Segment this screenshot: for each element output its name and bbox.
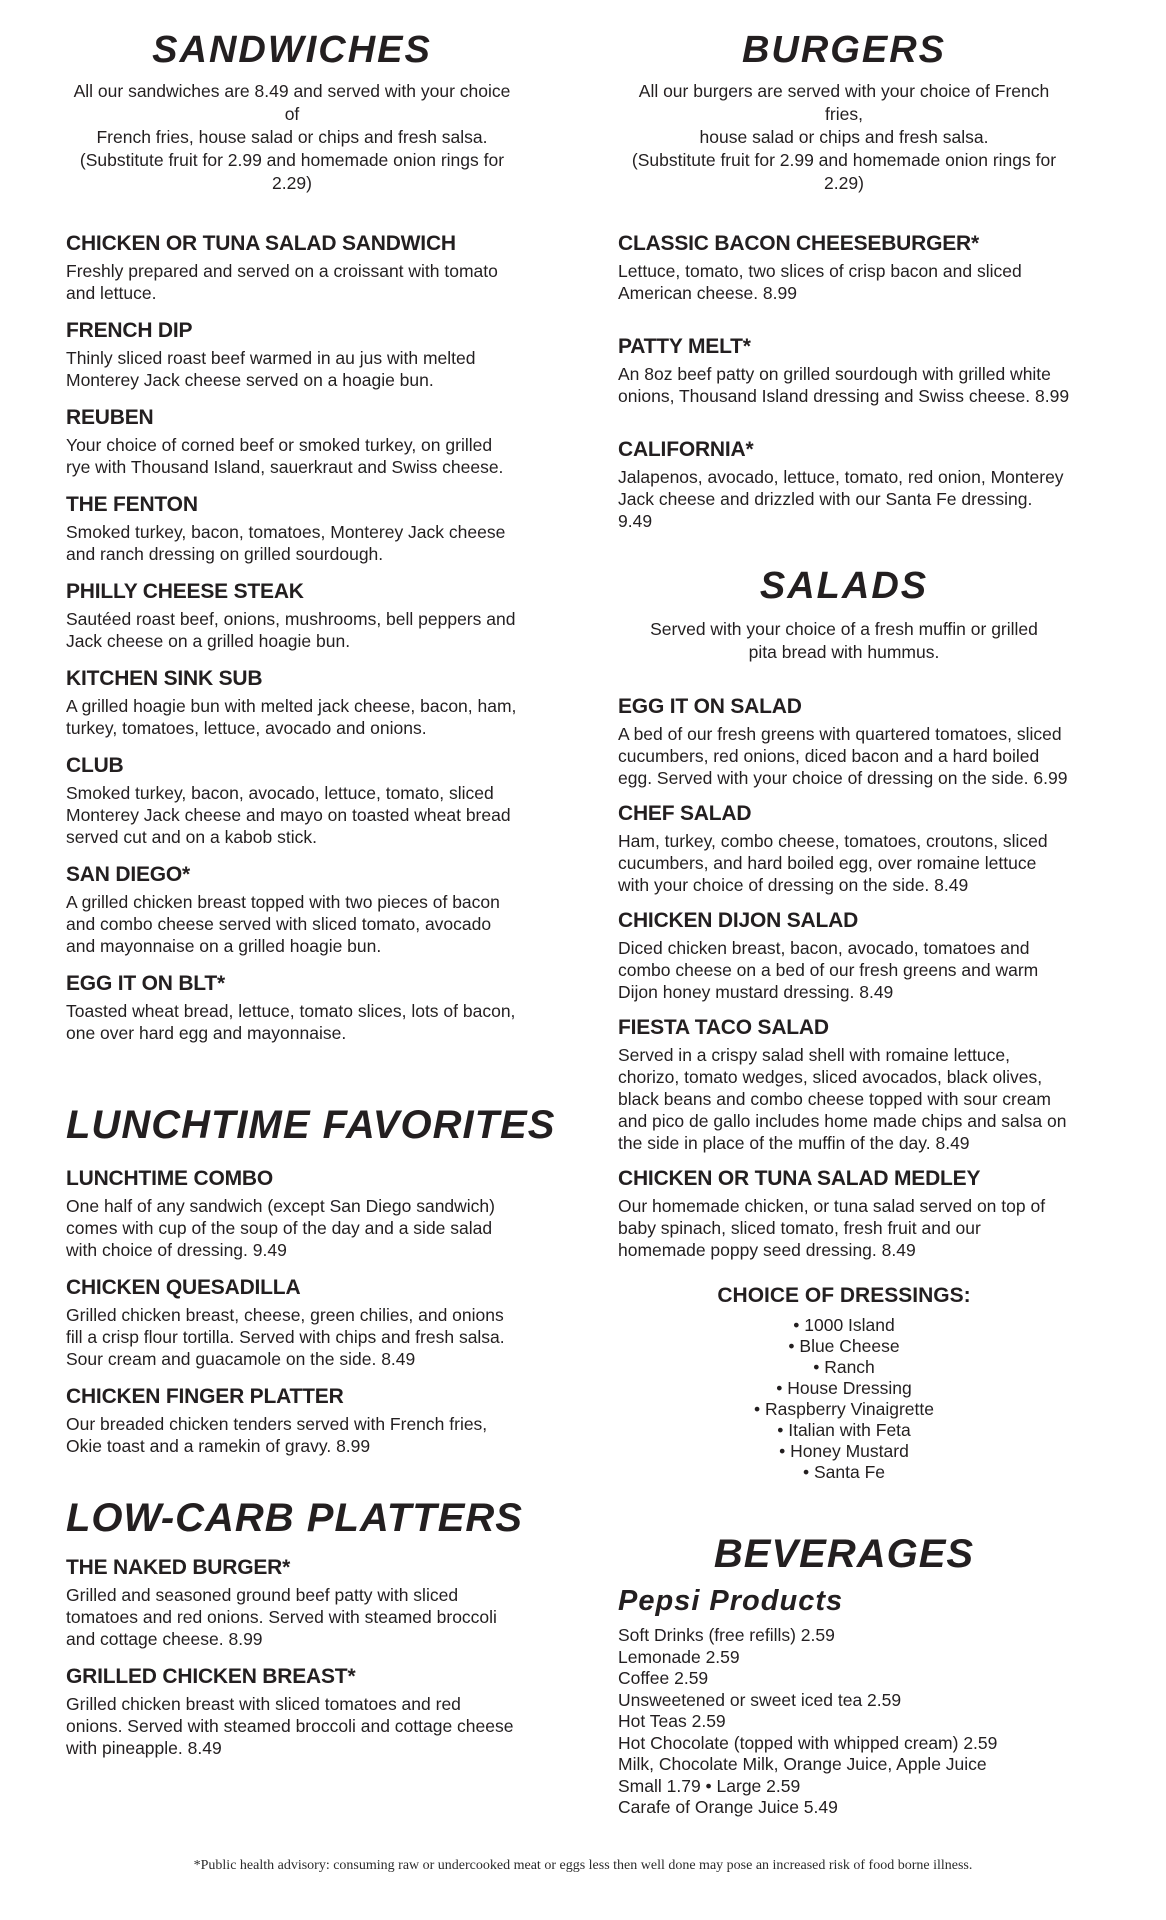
item-desc: Grilled chicken breast, cheese, green chilies, and onions fill a crisp flour tortilla. Served with chips and fresh salsa. Sour cream and guacamole on the side. 8.49: [66, 1305, 505, 1369]
dressings-list: [618, 1315, 1070, 1483]
item-name: FIESTA TACO SALAD: [618, 1016, 829, 1039]
sandwiches-intro-line: French fries, house salad or chips and fresh salsa.: [96, 127, 488, 147]
item-egg-it-on-salad: [618, 694, 1070, 789]
item-desc: Ham, turkey, combo cheese, tomatoes, croutons, sliced cucumbers, and hard boiled egg, over romaine lettuce with your choice of dressing on the side. 8.49: [618, 831, 1048, 895]
item-chef-salad: [618, 801, 1070, 896]
burgers-intro-line: All our burgers are served with your choice of French fries,: [638, 81, 1050, 124]
item-desc: Grilled chicken breast with sliced tomatoes and red onions. Served with steamed broccoli and cottage cheese with pineapple. 8.49: [66, 1694, 514, 1758]
item-desc: Smoked turkey, bacon, tomatoes, Monterey Jack cheese and ranch dressing on grilled sourdough.: [66, 522, 506, 564]
item-desc: Smoked turkey, bacon, avocado, lettuce, tomato, sliced Monterey Jack cheese and mayo on toasted wheat bread served cut and on a kabob stick.: [66, 783, 511, 847]
item-desc: Jalapenos, avocado, lettuce, tomato, red onion, Monterey Jack cheese and drizzled with our Santa Fe dressing. 9.49: [618, 467, 1064, 531]
section-title-beverages: BEVERAGES: [713, 1532, 975, 1576]
item-name: EGG IT ON SALAD: [618, 695, 802, 718]
item-chicken-quesadilla: [66, 1275, 518, 1370]
item-desc: Toasted wheat bread, lettuce, tomato slices, lots of bacon, one over hard egg and mayonnaise.: [66, 1001, 516, 1043]
burgers-intro: [618, 80, 1070, 195]
section-title-burgers: BURGERS: [741, 29, 947, 71]
beverage-line: Hot Chocolate (topped with whipped cream) 2.59: [618, 1732, 998, 1753]
salads-intro: [618, 618, 1070, 664]
dressing-option: • Italian with Feta: [618, 1420, 1070, 1441]
item-lunchtime-combo: [66, 1166, 518, 1261]
right-column: [618, 26, 1070, 1819]
item-name: THE NAKED BURGER*: [66, 1556, 291, 1579]
beverage-line: Hot Teas 2.59: [618, 1711, 726, 1731]
item-desc: An 8oz beef patty on grilled sourdough with grilled white onions, Thousand Island dressing and Swiss cheese. 8.99: [618, 364, 1070, 406]
item-name: FRENCH DIP: [66, 319, 193, 342]
item-kitchen-sink-sub: [66, 666, 518, 739]
item-desc: A grilled chicken breast topped with two pieces of bacon and combo cheese served with sliced tomato, avocado and mayonnaise on a grilled hoagie bun.: [66, 892, 500, 956]
section-title-sandwiches: SANDWICHES: [152, 29, 432, 71]
beverages-subtitle: Pepsi Products: [618, 1585, 844, 1617]
item-desc: A bed of our fresh greens with quartered tomatoes, sliced cucumbers, red onions, diced bacon and a hard boiled egg. Served with your choice of dressing on the side. 6.99: [618, 724, 1068, 788]
item-the-naked-burger: [66, 1555, 518, 1650]
item-desc: A grilled hoagie bun with melted jack cheese, bacon, ham, turkey, tomatoes, lettuce, avocado and onions.: [66, 696, 517, 738]
left-column: [66, 26, 556, 1773]
item-french-dip: [66, 318, 518, 391]
item-desc: One half of any sandwich (except San Diego sandwich) comes with cup of the soup of the day and a side salad with choice of dressing. 9.49: [66, 1196, 495, 1260]
item-chicken-or-tuna-salad-medley: [618, 1166, 1070, 1261]
sandwiches-intro-line: All our sandwiches are 8.49 and served with your choice of: [73, 81, 511, 124]
item-name: REUBEN: [66, 406, 154, 429]
item-egg-it-on-blt: [66, 971, 518, 1044]
beverage-line: Unsweetened or sweet iced tea 2.59: [618, 1689, 902, 1710]
item-desc: Thinly sliced roast beef warmed in au jus with melted Monterey Jack cheese served on a hoagie bun.: [66, 348, 476, 390]
dressing-option: • Raspberry Vinaigrette: [618, 1399, 1070, 1420]
salads-intro-line: Served with your choice of a fresh muffin or grilled: [650, 619, 1038, 639]
item-name: EGG IT ON BLT*: [66, 972, 225, 995]
item-classic-bacon-cheeseburger: [618, 231, 1070, 304]
section-title-low-carb-platters: LOW-CARB PLATTERS: [66, 1496, 523, 1540]
beverage-line: Coffee 2.59: [618, 1668, 709, 1688]
sandwiches-intro: [66, 80, 518, 195]
beverage-line: Soft Drinks (free refills) 2.59: [618, 1625, 835, 1645]
item-san-diego: [66, 862, 518, 957]
beverage-line: Lemonade 2.59: [618, 1646, 740, 1667]
burgers-intro-line: (Substitute fruit for 2.99 and homemade onion rings for 2.29): [631, 150, 1057, 193]
item-name: PATTY MELT*: [618, 335, 751, 358]
item-desc: Your choice of corned beef or smoked turkey, on grilled rye with Thousand Island, sauerkraut and Swiss cheese.: [66, 435, 504, 477]
item-name: CLASSIC BACON CHEESEBURGER*: [618, 232, 979, 255]
item-california: [618, 437, 1070, 532]
sandwiches-intro-line: (Substitute fruit for 2.99 and homemade onion rings for 2.29): [79, 150, 505, 193]
item-desc: Freshly prepared and served on a croissant with tomato and lettuce.: [66, 261, 498, 303]
item-philly-cheese-steak: [66, 579, 518, 652]
item-desc: Lettuce, tomato, two slices of crisp bacon and sliced American cheese. 8.99: [618, 261, 1022, 303]
salads-intro-line: pita bread with hummus.: [748, 642, 940, 662]
item-name: CHICKEN QUESADILLA: [66, 1276, 301, 1299]
item-name: CHEF SALAD: [618, 802, 752, 825]
item-chicken-finger-platter: [66, 1384, 518, 1457]
item-chicken-dijon-salad: [618, 908, 1070, 1003]
beverages-list: [618, 1625, 1070, 1819]
item-reuben: [66, 405, 518, 478]
dressings-title: CHOICE OF DRESSINGS:: [717, 1284, 971, 1307]
item-name: KITCHEN SINK SUB: [66, 667, 263, 690]
health-advisory-footer: *Public health advisory: consuming raw or undercooked meat or eggs less then well done may pose an increased risk of food borne illness.: [193, 1858, 973, 1873]
dressing-option: • Blue Cheese: [618, 1336, 1070, 1357]
item-patty-melt: [618, 334, 1070, 407]
item-desc: Served in a crispy salad shell with romaine lettuce, chorizo, tomato wedges, sliced avocados, black olives, black beans and combo cheese topped with sour cream and pico de gallo includes home made chips and salsa on the side in place of the muffin of the day. 8.49: [618, 1045, 1067, 1153]
item-name: CLUB: [66, 754, 124, 777]
item-grilled-chicken-breast: [66, 1664, 518, 1759]
burgers-intro-line: house salad or chips and fresh salsa.: [699, 127, 989, 147]
item-name: THE FENTON: [66, 493, 198, 516]
beverage-line: Small 1.79 • Large 2.59: [618, 1775, 801, 1796]
item-chicken-or-tuna-salad-sandwich: [66, 231, 518, 304]
item-club: [66, 753, 518, 848]
item-name: CHICKEN FINGER PLATTER: [66, 1385, 344, 1408]
dressing-option: • Santa Fe: [618, 1462, 1070, 1483]
dressing-option: • Ranch: [618, 1357, 1070, 1378]
dressing-option: • House Dressing: [618, 1378, 1070, 1399]
item-name: PHILLY CHEESE STEAK: [66, 580, 304, 603]
beverage-line: Carafe of Orange Juice 5.49: [618, 1797, 838, 1817]
item-name: CHICKEN OR TUNA SALAD SANDWICH: [66, 232, 456, 255]
item-desc: Diced chicken breast, bacon, avocado, tomatoes and combo cheese on a bed of our fresh greens and warm Dijon honey mustard dressing. 8.49: [618, 938, 1039, 1002]
item-desc: Sautéed roast beef, onions, mushrooms, bell peppers and Jack cheese on a grilled hoagie bun.: [66, 609, 516, 651]
item-fiesta-taco-salad: [618, 1015, 1070, 1154]
dressing-option: • 1000 Island: [618, 1315, 1070, 1336]
dressing-option: • Honey Mustard: [618, 1441, 1070, 1462]
item-name: CALIFORNIA*: [618, 438, 754, 461]
item-desc: Grilled and seasoned ground beef patty with sliced tomatoes and red onions. Served with steamed broccoli and cottage cheese. 8.99: [66, 1585, 497, 1649]
beverage-line: Milk, Chocolate Milk, Orange Juice, Apple Juice: [618, 1754, 987, 1774]
dressings-section: [618, 1283, 1070, 1483]
section-title-salads: SALADS: [759, 565, 929, 607]
item-desc: Our breaded chicken tenders served with French fries, Okie toast and a ramekin of gravy. 8.99: [66, 1414, 488, 1456]
item-name: CHICKEN DIJON SALAD: [618, 909, 859, 932]
item-desc: Our homemade chicken, or tuna salad served on top of baby spinach, sliced tomato, fresh fruit and our homemade poppy seed dressing. 8.49: [618, 1196, 1046, 1260]
item-name: LUNCHTIME COMBO: [66, 1167, 273, 1190]
item-name: SAN DIEGO*: [66, 863, 191, 886]
item-name: CHICKEN OR TUNA SALAD MEDLEY: [618, 1167, 981, 1190]
section-title-lunchtime-favorites: LUNCHTIME FAVORITES: [66, 1103, 556, 1147]
item-name: GRILLED CHICKEN BREAST*: [66, 1665, 356, 1688]
item-the-fenton: [66, 492, 518, 565]
